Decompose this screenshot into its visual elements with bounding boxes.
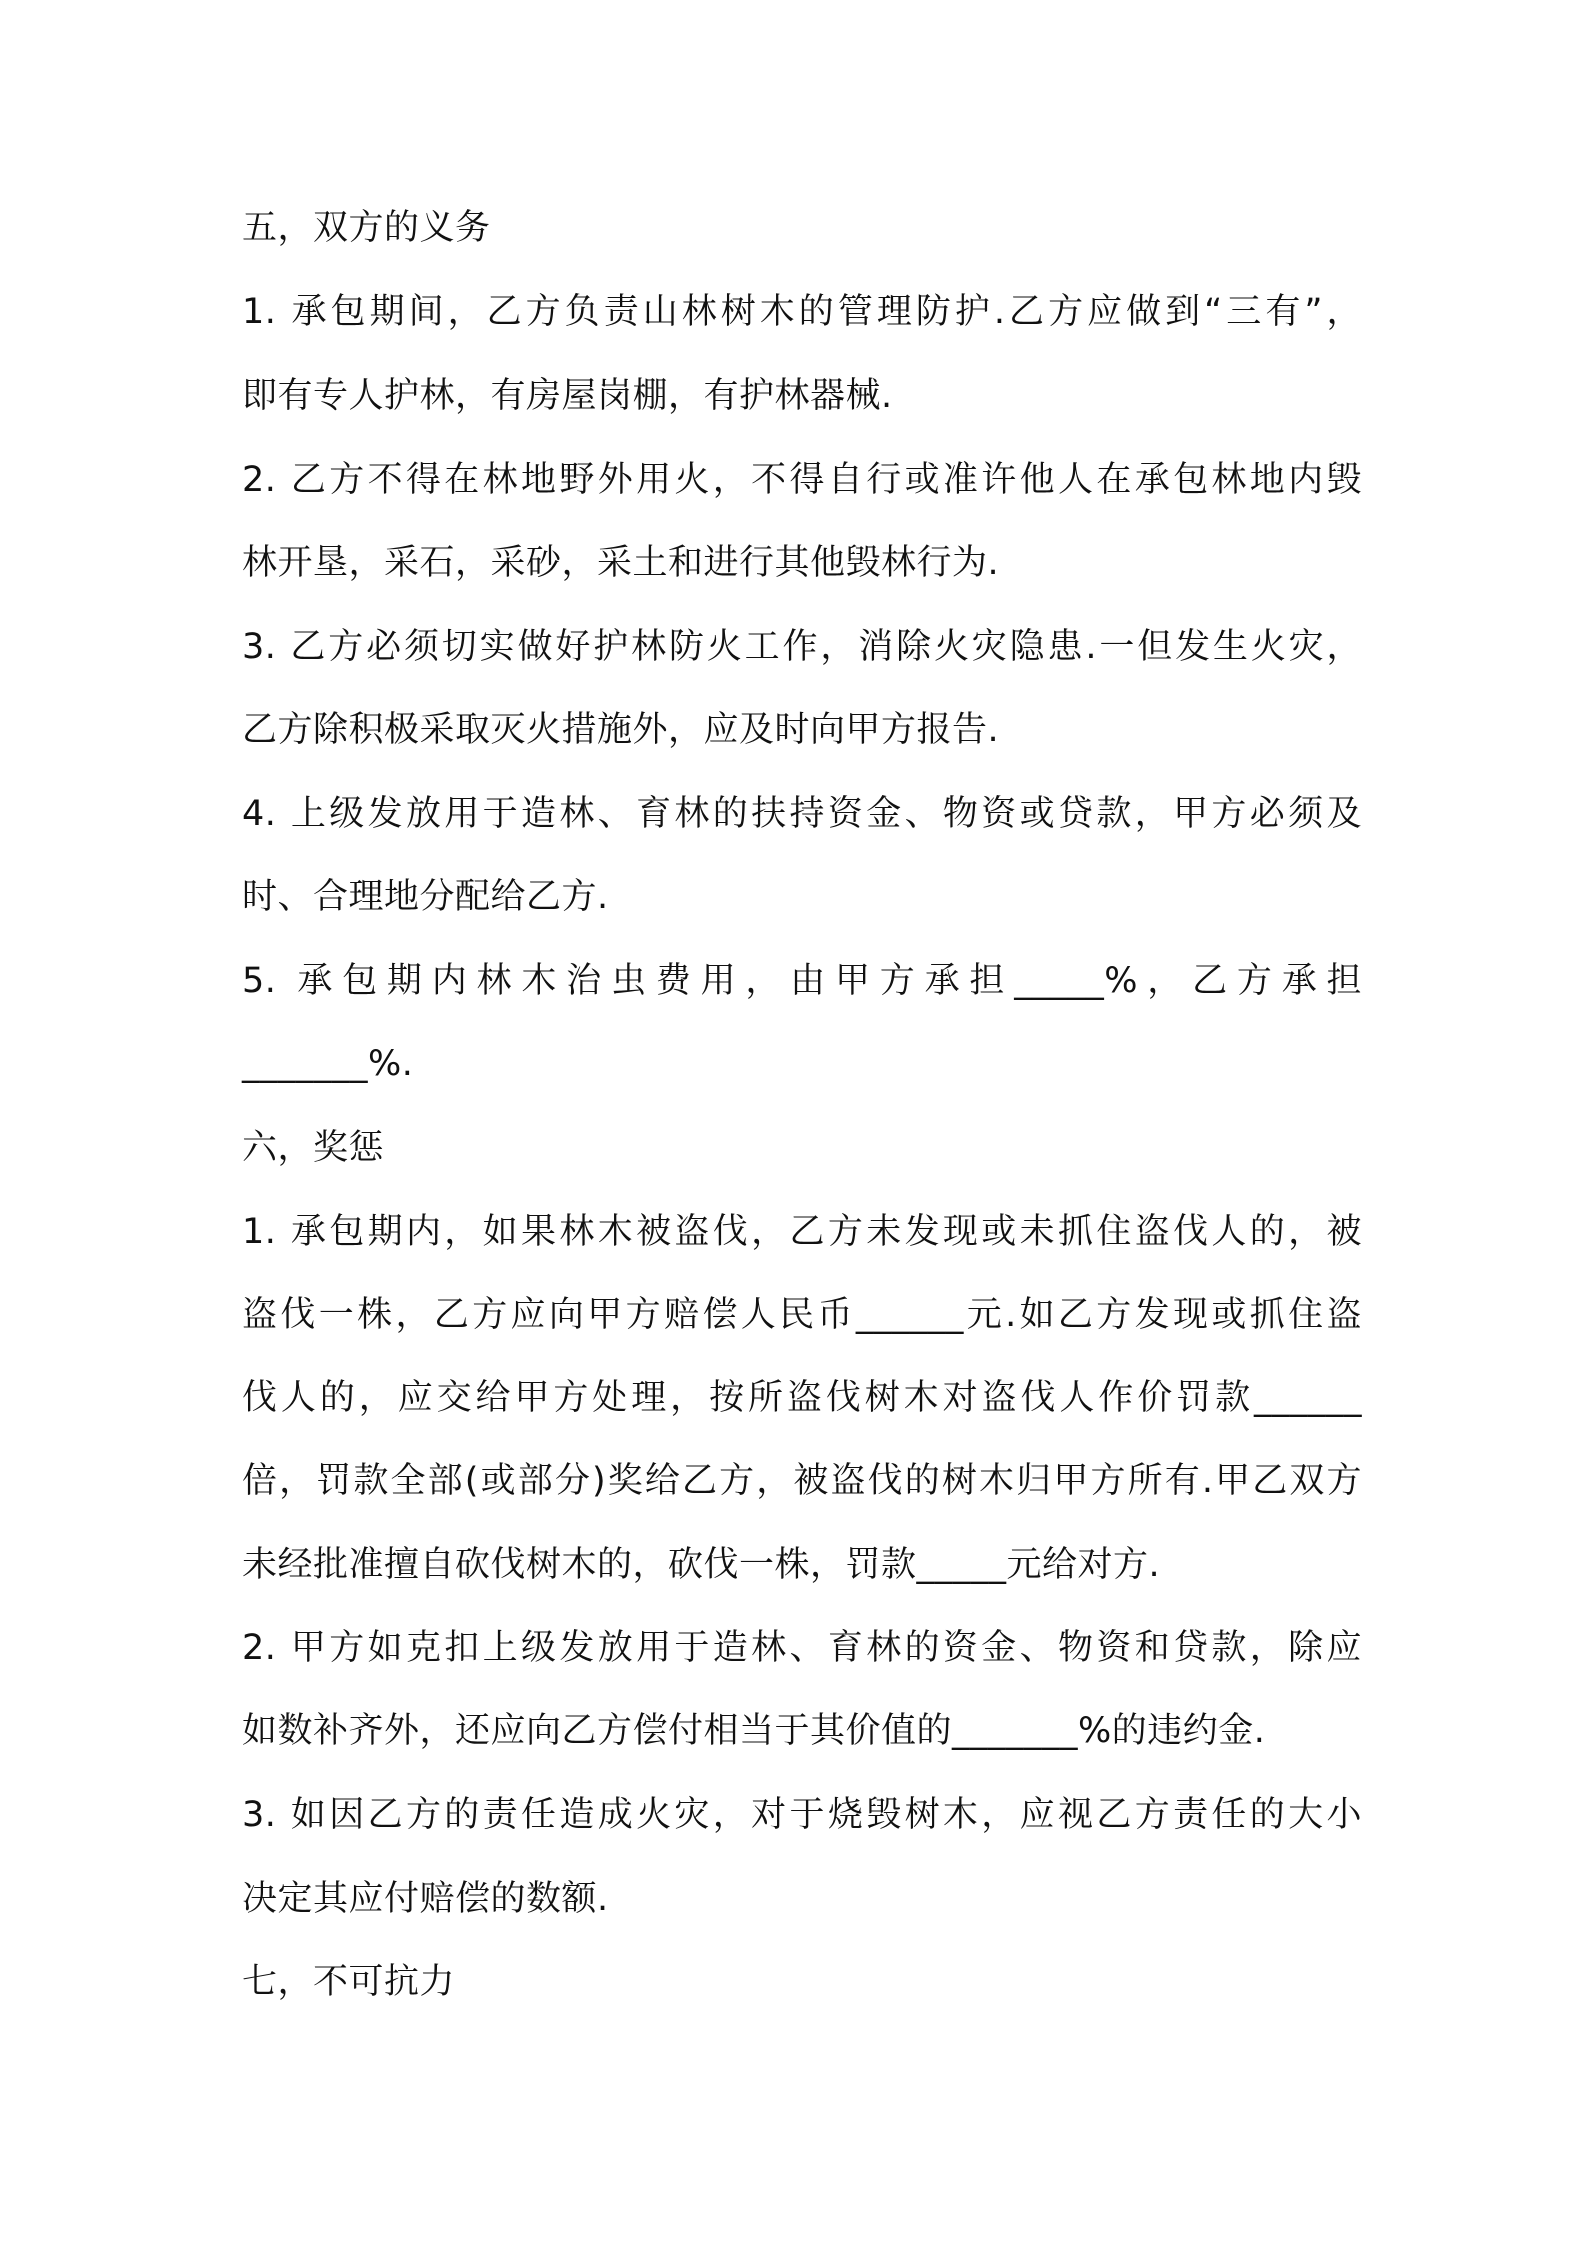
obligation-1-line-2: 即有专人护林，有房屋岗棚，有护林器械. — [242, 376, 893, 416]
reward-penalty-1-line-2: 盗伐一株，乙方应向甲方赔偿人民币______元.如乙方发现或抓住盗 — [242, 1295, 1362, 1335]
obligation-1-line-1: 1. 承包期间，乙方负责山林树木的管理防护.乙方应做到“三有”， — [242, 292, 1362, 332]
reward-penalty-1-line-5: 未经批准擅自砍伐树木的，砍伐一株，罚款_____元给对方. — [242, 1545, 1161, 1585]
obligation-5-line-1: 5. 承包期内林木治虫费用，由甲方承担_____%，乙方承担 — [242, 961, 1362, 1001]
reward-penalty-1-line-1: 1. 承包期内，如果林木被盗伐，乙方未发现或未抓住盗伐人的，被 — [242, 1212, 1362, 1252]
reward-penalty-3-line-2: 决定其应付赔偿的数额. — [242, 1879, 609, 1919]
reward-penalty-3-line-1: 3. 如因乙方的责任造成火灾，对于烧毁树木，应视乙方责任的大小 — [242, 1795, 1362, 1835]
obligation-2-line-2: 林开垦，采石，采砂，采土和进行其他毁林行为. — [242, 543, 1000, 583]
section-heading-force-majeure: 七，不可抗力 — [242, 1962, 456, 2002]
section-heading-rewards-penalties: 六，奖惩 — [242, 1128, 385, 1168]
reward-penalty-1-line-3: 伐人的，应交给甲方处理，按所盗伐树木对盗伐人作价罚款______ — [242, 1378, 1362, 1418]
obligation-4-line-2: 时、合理地分配给乙方. — [242, 877, 609, 917]
obligation-2-line-1: 2. 乙方不得在林地野外用火，不得自行或准许他人在承包林地内毁 — [242, 460, 1362, 500]
obligation-3-line-1: 3. 乙方必须切实做好护林防火工作，消除火灾隐患.一但发生火灾， — [242, 627, 1362, 667]
section-heading-obligations: 五，双方的义务 — [242, 208, 491, 248]
obligation-4-line-1: 4. 上级发放用于造林、育林的扶持资金、物资或贷款，甲方必须及 — [242, 794, 1362, 834]
reward-penalty-1-line-4: 倍，罚款全部(或部分)奖给乙方，被盗伐的树木归甲方所有.甲乙双方 — [242, 1461, 1362, 1501]
obligation-5-line-2: _______%. — [242, 1044, 414, 1084]
reward-penalty-2-line-2: 如数补齐外，还应向乙方偿付相当于其价值的_______%的违约金. — [242, 1711, 1266, 1751]
reward-penalty-2-line-1: 2. 甲方如克扣上级发放用于造林、育林的资金、物资和贷款，除应 — [242, 1628, 1362, 1668]
obligation-3-line-2: 乙方除积极采取灭火措施外，应及时向甲方报告. — [242, 710, 1000, 750]
